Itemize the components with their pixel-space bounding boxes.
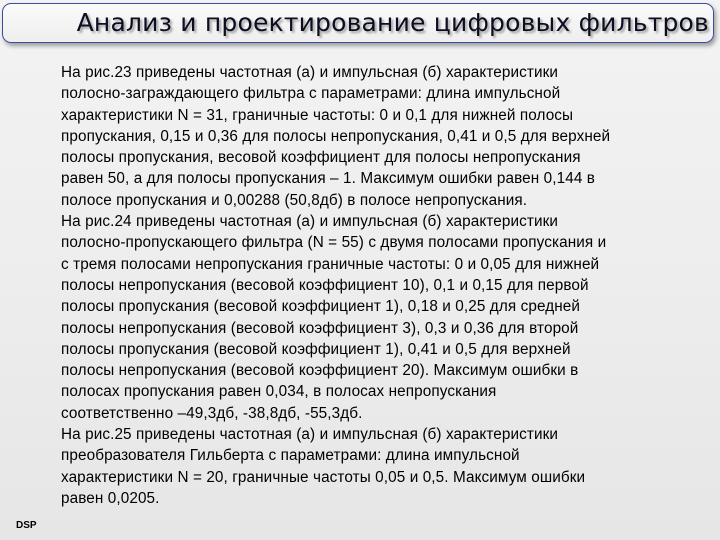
slide-body xyxy=(61,62,711,509)
paragraph-fig24: На рис.24 приведены частотная (а) и импульсная (б) характеристики полосно-пропускающего фильтра (N = 55) с двумя полосами пропускания и с тремя полосами непропускания граничные частоты: 0 и 0,05 для нижней полосы непропускания (весовой коэффициент 10), 0,1 и 0,15 для первой полосы пропускания (весовой коэффициент 1), 0,18 и 0,25 для средней полосы непропускания (весовой коэффициент 3), 0,3 и 0,36 для второй полосы пропускания (весовой коэффициент 1), 0,41 и 0,5 для верхней полосы непропускания (весовой коэффициент 20). Максимум ошибки в полосах пропускания равен 0,034, в полосах непропускания соответственно –49,3дб, -38,8дб, -55,3дб. xyxy=(61,213,607,422)
slide-title: Анализ и проектирование цифровых фильтров xyxy=(76,8,709,37)
paragraph-fig25: На рис.25 приведены частотная (а) и импульсная (б) характеристики преобразователя Гильберта с параметрами: длина импульсной характеристики N = 20, граничные частоты 0,05 и 0,5. Максимум ошибки равен 0,0205. xyxy=(61,426,586,507)
slide-title-box xyxy=(2,3,714,43)
footer-label: DSP xyxy=(16,520,37,531)
paragraph-fig23: На рис.23 приведены частотная (а) и импульсная (б) характеристики полосно-заграждающего фильтра с параметрами: длина импульсной характеристики N = 31, граничные частоты: 0 и 0,1 для нижней полосы пропускания, 0,15 и 0,36 для полосы непропускания, 0,41 и 0,5 для верхней полосы пропускания, весовой коэффициент для полосы непропускания равен 50, а для полосы пропускания – 1. Максимум ошибки равен 0,144 в полосе пропускания и 0,00288 (50,8дб) в полосе непропускания. xyxy=(61,64,611,209)
